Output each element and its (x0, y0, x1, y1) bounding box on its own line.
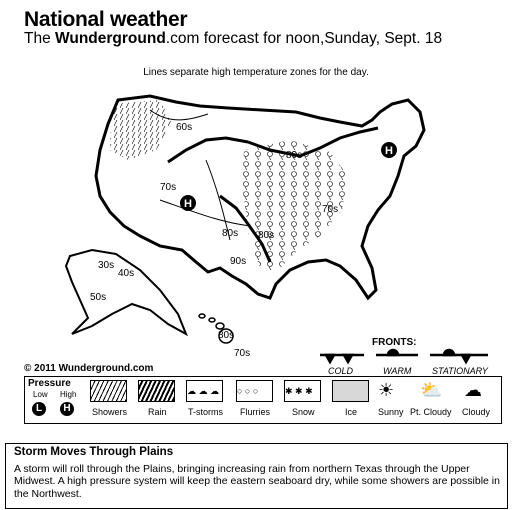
rain-swatch (138, 380, 175, 402)
front-label-warm: WARM (383, 366, 412, 376)
temperature-zone-label: 70s (160, 182, 177, 193)
ice-swatch (332, 380, 369, 402)
forecast-subtitle: The Wunderground.com forecast for noon,Sunday, Sept. 18 (24, 30, 443, 47)
legend-label-pt-cloudy: Pt. Cloudy (410, 407, 452, 417)
map-note: Lines separate high temperature zones for the day. (143, 67, 369, 78)
high-pressure-west-label: H (184, 198, 192, 210)
temperature-zone-label: 90s (230, 256, 247, 267)
showers-swatch (90, 380, 127, 402)
temperature-zone-label: 70s (322, 204, 339, 215)
legend-label-flurries: Flurries (240, 407, 271, 417)
temperature-zone-label: 80s (222, 228, 239, 239)
sunny-icon: ☀ (378, 380, 395, 400)
high-pressure-icon: H (60, 402, 74, 416)
tstorms-swatch (186, 380, 223, 402)
brand-name: Wunderground (55, 30, 166, 47)
flurries-icon: ○ ○ ○ (237, 386, 259, 396)
legend-label-tstorms: T-storms (188, 407, 223, 417)
front-label-cold: COLD (328, 366, 354, 376)
legend-label-ice: Ice (345, 407, 358, 417)
temperature-zone-label: 60s (176, 122, 193, 133)
fronts-legend-cold (320, 355, 364, 362)
partly-cloudy-icon: ⛅ (420, 380, 443, 400)
page-title: National weather (24, 8, 188, 31)
legend-label-showers: Showers (92, 407, 128, 417)
legend-label-cloudy: Cloudy (462, 407, 491, 417)
temperature-zone-label: 40s (118, 268, 135, 279)
temperature-zone-label: 80s (258, 230, 275, 241)
fronts-legend-title: FRONTS: (372, 337, 417, 348)
high-pressure-east-label: H (385, 145, 393, 157)
low-pressure-icon: L (32, 402, 46, 416)
temperature-zone-label: 30s (98, 260, 115, 271)
legend-label-rain: Rain (148, 407, 167, 417)
pressure-legend-title: Pressure (28, 378, 71, 389)
copyright-notice: © 2011 Wunderground.com (24, 363, 154, 374)
temperature-zone-label: 80s (286, 150, 303, 161)
temperature-zone-label: 70s (234, 348, 251, 359)
story-body: A storm will roll through the Plains, bringing increasing rain from northern Texas through the Upper Midwest. A high pressure system will keep the eastern seaboard dry, while some showers are possible in the Northwest. (14, 463, 500, 500)
high-pressure-label: High (60, 390, 77, 399)
alaska-outline (66, 250, 186, 334)
low-pressure-label: Low (33, 390, 48, 399)
snowflake-icon: ✱ ✱ ✱ (285, 386, 313, 396)
flurries-swatch (236, 380, 273, 402)
temperature-zone-label: 80s (218, 330, 235, 341)
cloud-icon: ☁ ☁ ☁ (187, 386, 220, 396)
fronts-legend-warm (376, 350, 418, 355)
front-label-stationary: STATIONARY (432, 366, 488, 376)
snow-swatch (284, 380, 321, 402)
temperature-zone-label: 50s (90, 292, 107, 303)
cloudy-icon: ☁ (464, 380, 482, 400)
legend-label-snow: Snow (292, 407, 315, 417)
fronts-legend-stationary (430, 350, 488, 362)
story-headline: Storm Moves Through Plains (14, 446, 174, 458)
legend-label-sunny: Sunny (378, 407, 404, 417)
